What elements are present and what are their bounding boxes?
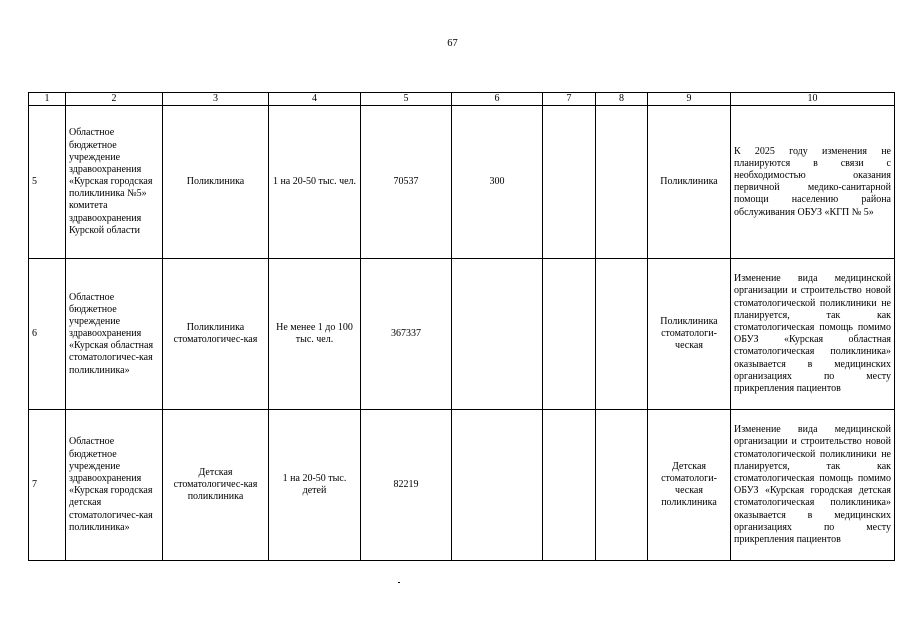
row-number: 6 xyxy=(29,259,66,410)
capacity-cell: 300 xyxy=(452,106,543,259)
norm-cell: 1 на 20-50 тыс. детей xyxy=(269,410,361,561)
header-cell: 7 xyxy=(543,93,596,106)
organization-type: Поликлиника xyxy=(163,106,269,259)
organization-name: Областное бюджетное учреждение здравоохранения «Курская областная стоматологичес-кая поликлиника» xyxy=(66,259,163,410)
planned-type-cell: Поликлиника стоматологи-ческая xyxy=(648,259,731,410)
header-cell: 1 xyxy=(29,93,66,106)
capacity-cell xyxy=(452,410,543,561)
organization-name: Областное бюджетное учреждение здравоохранения «Курская городская поликлиника №5» комитета здравоохранения Курской области xyxy=(66,106,163,259)
col8-cell xyxy=(596,106,648,259)
header-cell: 5 xyxy=(361,93,452,106)
population-cell: 82219 xyxy=(361,410,452,561)
header-cell: 8 xyxy=(596,93,648,106)
col7-cell xyxy=(543,106,596,259)
header-row xyxy=(29,93,895,106)
data-table xyxy=(28,92,895,561)
table-row xyxy=(29,106,895,259)
note-cell: Изменение вида медицинской организации и строительство новой стоматологической поликлиники не планируется, так как стоматологическая помощь помимо ОБУЗ «Курская городская детская стоматологическая поликлиника» оказывается в медицинских организациях по месту прикрепления пациентов xyxy=(731,410,895,561)
header-cell: 10 xyxy=(731,93,895,106)
table-row xyxy=(29,259,895,410)
header-cell: 3 xyxy=(163,93,269,106)
norm-cell: Не менее 1 до 100 тыс. чел. xyxy=(269,259,361,410)
col7-cell xyxy=(543,410,596,561)
scan-edge-mark xyxy=(398,582,400,583)
col7-cell xyxy=(543,259,596,410)
organization-type: Поликлиника стоматологичес-кая xyxy=(163,259,269,410)
organization-name: Областное бюджетное учреждение здравоохранения «Курская городская детская стоматологичес-кая поликлиника» xyxy=(66,410,163,561)
note-cell: Изменение вида медицинской организации и строительство новой стоматологической поликлиники не планируется, так как стоматологическая помощь помимо ОБУЗ «Курская областная стоматологическая поликлиника» оказывается в медицинских организациях по месту прикрепления пациентов xyxy=(731,259,895,410)
capacity-cell xyxy=(452,259,543,410)
header-cell: 6 xyxy=(452,93,543,106)
header-cell: 2 xyxy=(66,93,163,106)
col8-cell xyxy=(596,410,648,561)
population-cell: 70537 xyxy=(361,106,452,259)
row-number: 7 xyxy=(29,410,66,561)
norm-cell: 1 на 20-50 тыс. чел. xyxy=(269,106,361,259)
table-row xyxy=(29,410,895,561)
page-number: 67 xyxy=(447,38,458,49)
header-cell: 9 xyxy=(648,93,731,106)
row-number: 5 xyxy=(29,106,66,259)
note-cell: К 2025 году изменения не планируются в связи с необходимостью оказания первичной медико-санитарной помощи населению района обслуживания ОБУЗ «КГП № 5» xyxy=(731,106,895,259)
population-cell: 367337 xyxy=(361,259,452,410)
header-cell: 4 xyxy=(269,93,361,106)
planned-type-cell: Поликлиника xyxy=(648,106,731,259)
col8-cell xyxy=(596,259,648,410)
organization-type: Детская стоматологичес-кая поликлиника xyxy=(163,410,269,561)
planned-type-cell: Детская стоматологи-ческая поликлиника xyxy=(648,410,731,561)
